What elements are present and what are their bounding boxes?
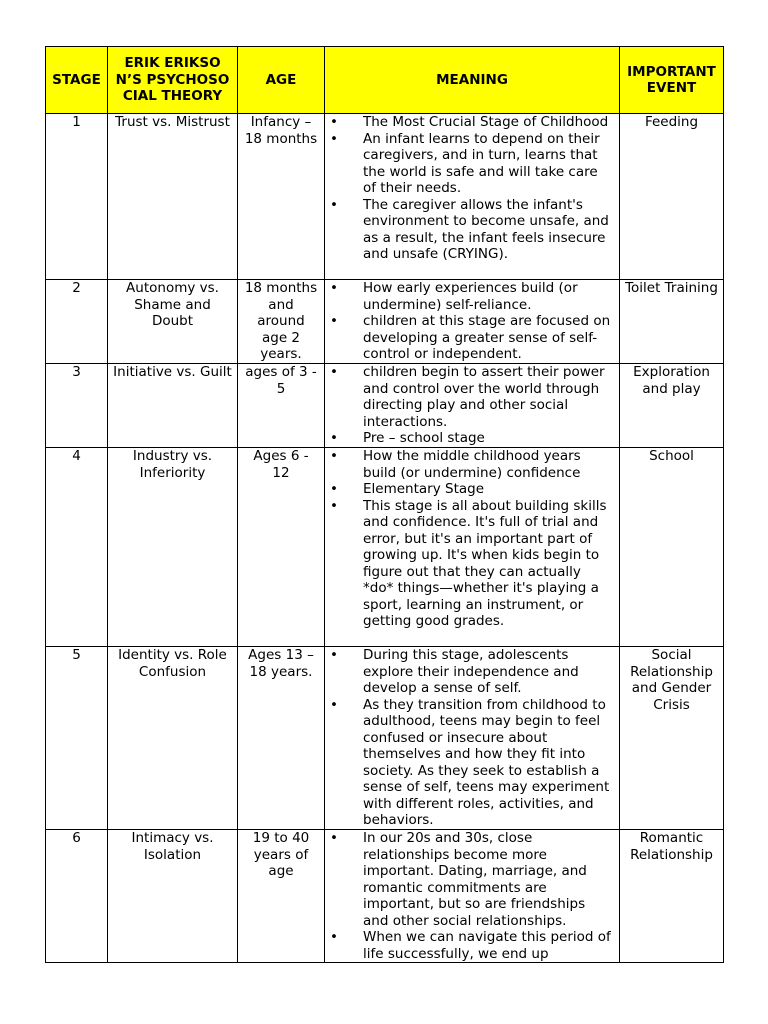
meaning-cell — [325, 830, 620, 963]
theory-stage-name: Intimacy vs. Isolation — [108, 830, 238, 963]
meaning-cell — [325, 647, 620, 830]
header-row — [46, 47, 724, 114]
table-row — [46, 364, 724, 448]
theory-stage-name: Autonomy vs. Shame and Doubt — [108, 280, 238, 364]
meaning-list — [330, 280, 614, 363]
meaning-bullet: • During this stage, adolescents explore their independence and develop a sense of self. — [330, 647, 614, 697]
meaning-cell — [325, 114, 620, 280]
age-range: 19 to 40 years of age — [238, 830, 325, 963]
meaning-bullet: • As they transition from childhood to adulthood, teens may begin to feel confused or insecure about themselves and how they fit into society. As they seek to establish a sense of self, teens may experiment with different roles, activities, and behaviors. — [330, 697, 614, 829]
header-theory: ERIK ERIKSON’S PSYCHOSOCIAL THEORY — [108, 47, 238, 114]
meaning-bullet: • Pre – school stage — [330, 430, 614, 447]
meaning-bullet: • children begin to assert their power and control over the world through directing play and other social interactions. — [330, 364, 614, 430]
meaning-list — [330, 364, 614, 447]
important-event: Feeding — [620, 114, 724, 280]
theory-stage-name: Initiative vs. Guilt — [108, 364, 238, 448]
theory-stage-name: Identity vs. Role Confusion — [108, 647, 238, 830]
age-range: ages of 3 - 5 — [238, 364, 325, 448]
stage-number: 2 — [46, 280, 108, 364]
header-meaning: MEANING — [325, 47, 620, 114]
table-row — [46, 830, 724, 963]
meaning-bullet: • How the middle childhood years build (or undermine) confidence — [330, 448, 614, 481]
table-row — [46, 448, 724, 647]
table-row — [46, 114, 724, 280]
age-range: Ages 13 – 18 years. — [238, 647, 325, 830]
meaning-bullet: • An infant learns to depend on their caregivers, and in turn, learns that the world is safe and will take care of their needs. — [330, 131, 614, 197]
meaning-list — [330, 647, 614, 829]
table-header — [46, 47, 724, 114]
stage-number: 4 — [46, 448, 108, 647]
meaning-list — [330, 830, 614, 962]
meaning-clip — [330, 830, 614, 962]
meaning-cell — [325, 448, 620, 647]
theory-stage-name: Industry vs. Inferiority — [108, 448, 238, 647]
age-range: Infancy – 18 months — [238, 114, 325, 280]
important-event: Toilet Training — [620, 280, 724, 364]
table-row — [46, 280, 724, 364]
important-event: Romantic Relationship — [620, 830, 724, 963]
meaning-bullet: • children at this stage are focused on developing a greater sense of self-control or independent. — [330, 313, 614, 363]
meaning-cell — [325, 280, 620, 364]
table-row — [46, 647, 724, 830]
header-age: AGE — [238, 47, 325, 114]
meaning-bullet: • The caregiver allows the infant's environment to become unsafe, and as a result, the infant feels insecure and unsafe (CRYING). — [330, 197, 614, 263]
meaning-list — [330, 448, 614, 630]
stage-number: 3 — [46, 364, 108, 448]
meaning-bullet: • Elementary Stage — [330, 481, 614, 498]
meaning-cell — [325, 364, 620, 448]
meaning-bullet: • This stage is all about building skills and confidence. It's full of trial and error, but it's an important part of growing up. It's when kids begin to figure out that they can actually *do* things—whether it's playing a sport, learning an instrument, or getting good grades. — [330, 498, 614, 630]
meaning-bullet: • The Most Crucial Stage of Childhood — [330, 114, 614, 131]
meaning-bullet: • How early experiences build (or undermine) self-reliance. — [330, 280, 614, 313]
theory-stage-name: Trust vs. Mistrust — [108, 114, 238, 280]
important-event: School — [620, 448, 724, 647]
header-important-event: IMPORTANT EVENT — [620, 47, 724, 114]
table-body — [46, 114, 724, 963]
important-event: Exploration and play — [620, 364, 724, 448]
stage-number: 1 — [46, 114, 108, 280]
stage-number: 5 — [46, 647, 108, 830]
important-event: Social Relationship and Gender Crisis — [620, 647, 724, 830]
meaning-bullet: • When we can navigate this period of life successfully, we end up — [330, 929, 614, 962]
erikson-stages-table — [45, 46, 724, 963]
stage-number: 6 — [46, 830, 108, 963]
age-range: 18 months and around age 2 years. — [238, 280, 325, 364]
header-stage: STAGE — [46, 47, 108, 114]
age-range: Ages 6 - 12 — [238, 448, 325, 647]
meaning-bullet: • In our 20s and 30s, close relationships become more important. Dating, marriage, and romantic commitments are important, but so are friendships and other social relationships. — [330, 830, 614, 929]
meaning-list — [330, 114, 614, 263]
